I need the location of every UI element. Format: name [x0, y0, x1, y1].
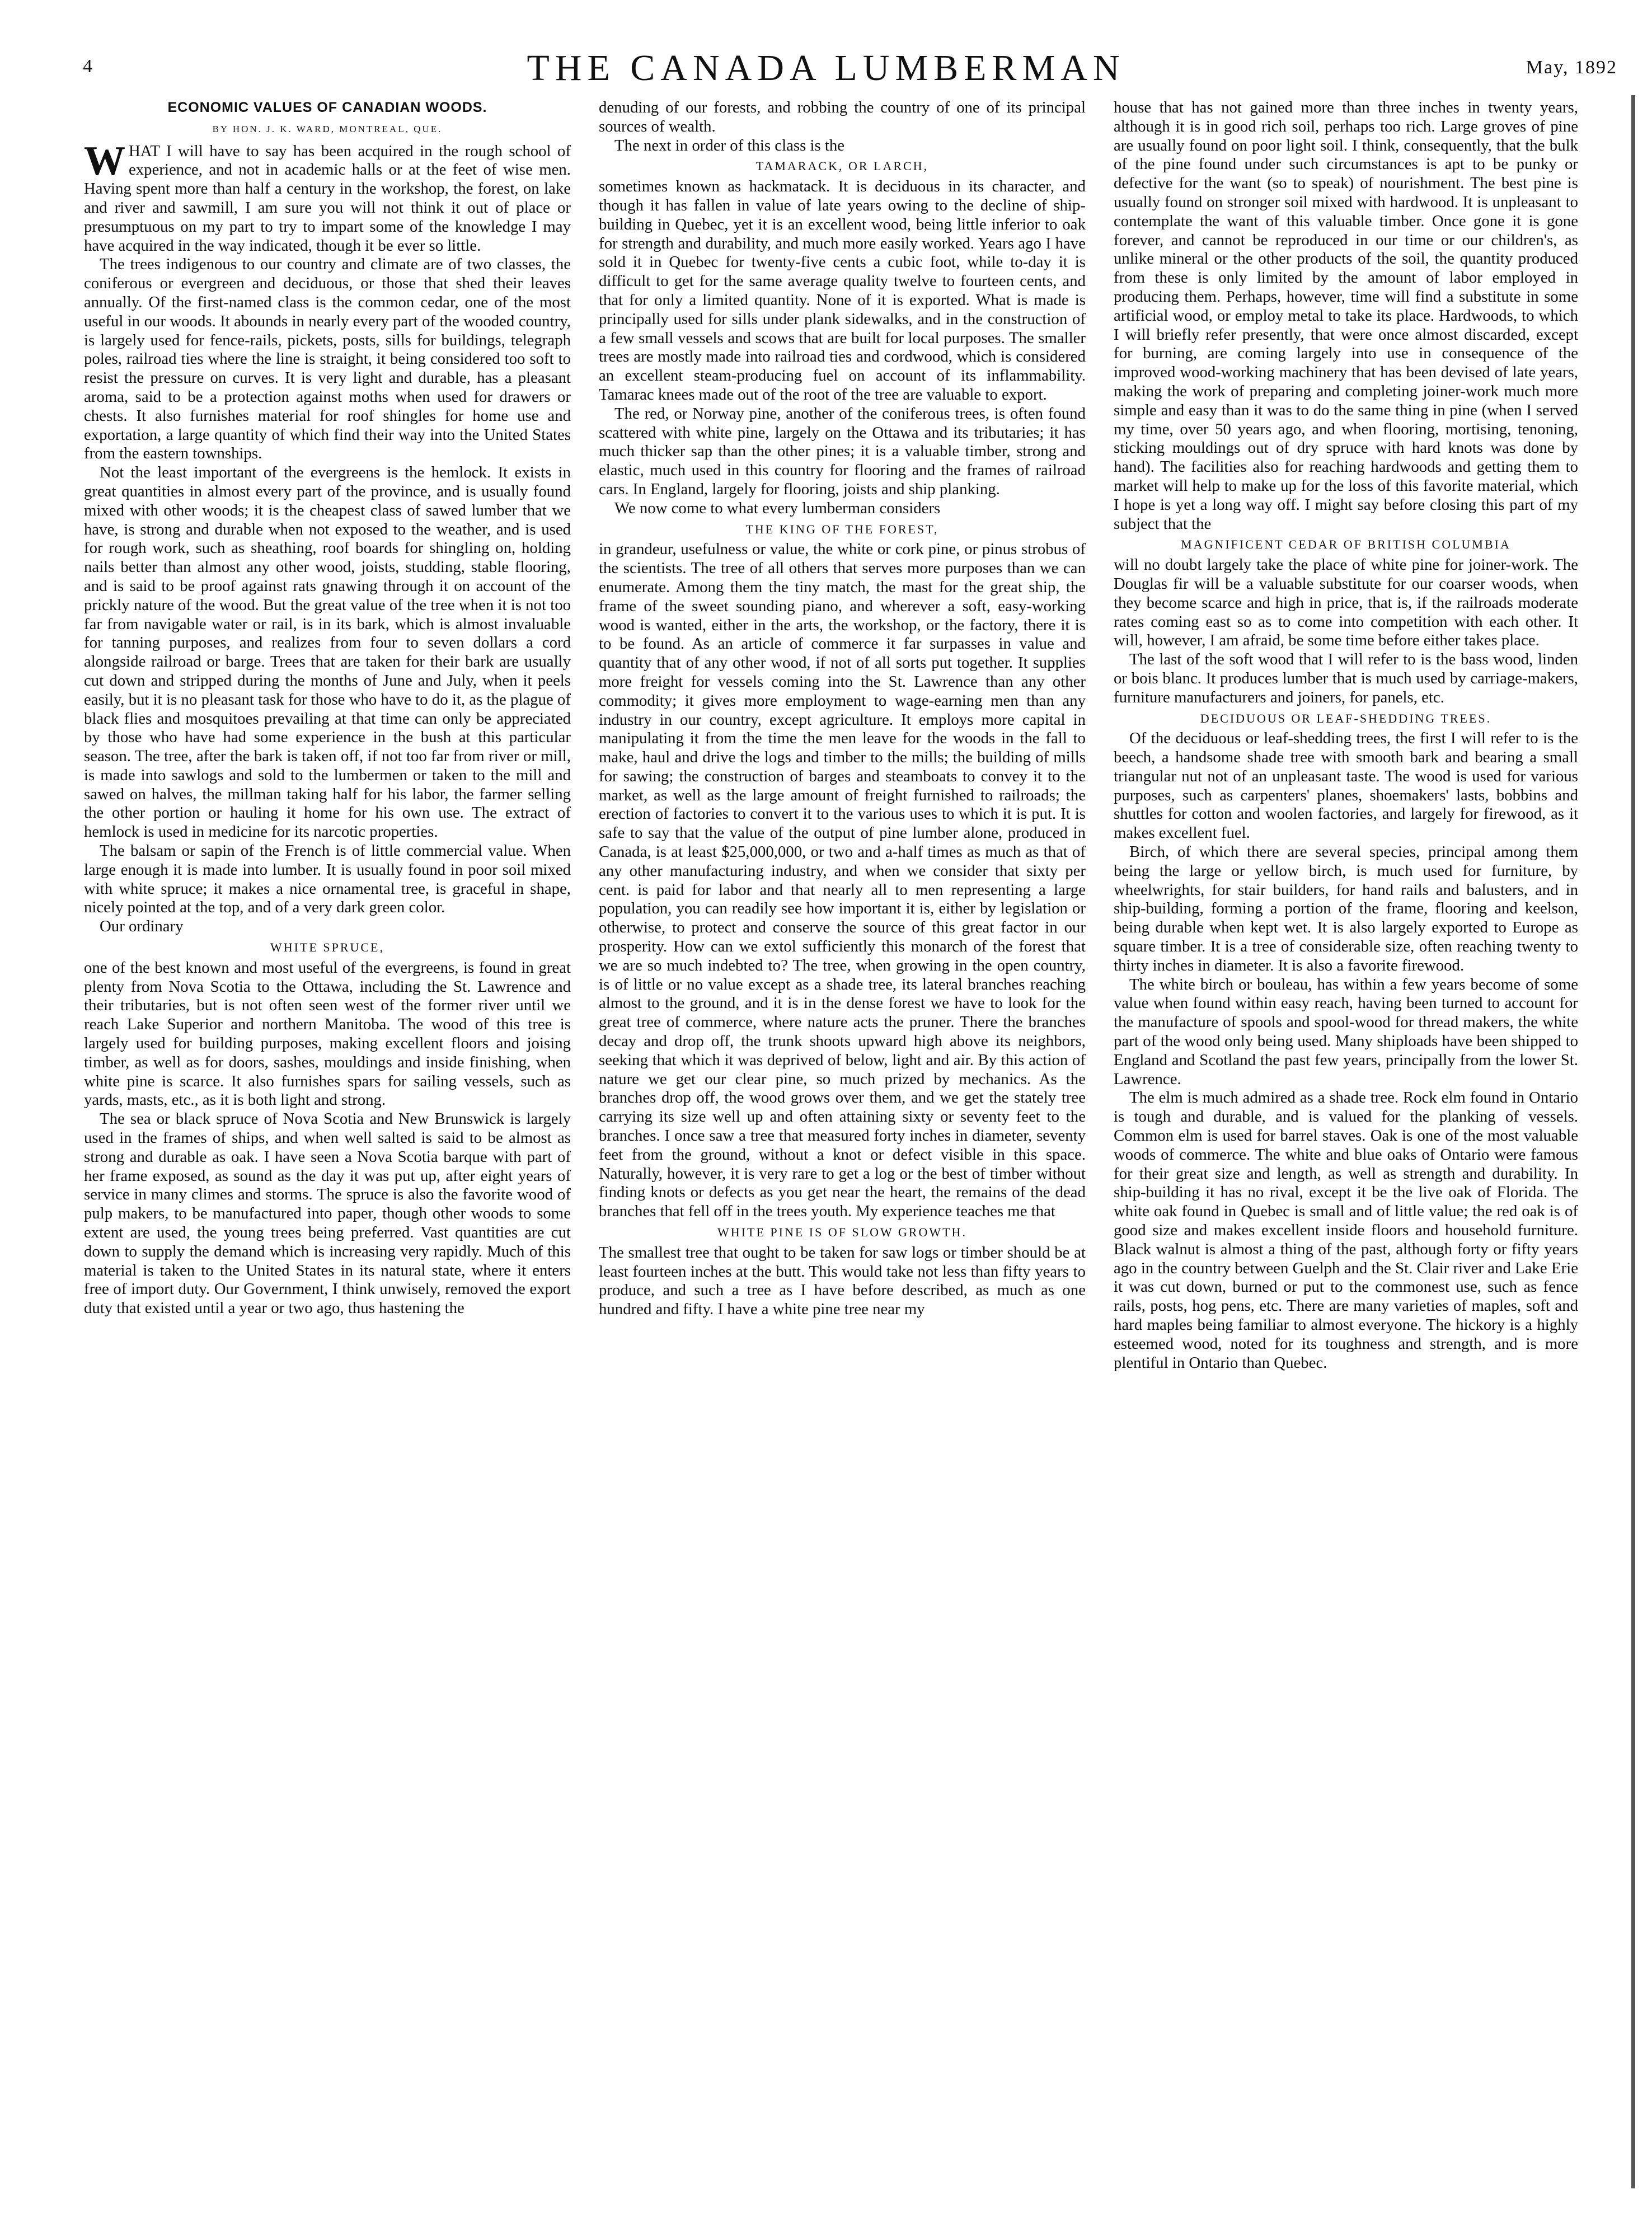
column-3: [1114, 99, 1578, 2192]
paragraph: sometimes known as hackmatack. It is deciduous in its character, and though it has fallen in value of late years owing to the decline of ship-building in Quebec, yet it is an excellent wood, being little inferior to oak for strength and durability, and much more easily worked. Years ago I have sold it in Quebec for twenty-five cents a cubic foot, while to-day it is difficult to get for the same average quality twelve to fourteen cents, and that for only a limited quantity. None of it is exported. What is made is principally used for sills under plank sidewalks, and in the construction of a few small vessels and scows that are built for local purposes. The smaller trees are mostly made into railroad ties and cordwood, which is considered an excellent steam-producing fuel on account of its inflammability. Tamarac knees made out of the root of the tree are valuable to export.: [599, 177, 1086, 404]
subheading: WHITE SPRUCE,: [270, 940, 384, 955]
article-byline: BY HON. J. K. WARD, MONTREAL, QUE.: [212, 123, 443, 134]
paragraph: The trees indigenous to our country and climate are of two classes, the coniferous or evergreen and deciduous, or those that shed their leaves annually. Of the first-named class is the common cedar, one of the most useful in our woods. It abounds in nearly every part of the wooded country, is largely used for fence-rails, pickets, posts, sills for buildings, telegraph poles, railroad ties where the line is straight, it being considered too soft to resist the pressure on curves. It is very light and durable, has a pleasant aroma, said to be a protection against moths when used for drawers or chests. It also furnishes material for roof shingles for home use and exportation, a large quantity of which find their way into the United States from the eastern townships.: [84, 255, 571, 463]
paragraph: [84, 138, 571, 256]
article-title: ECONOMIC VALUES OF CANADIAN WOODS.: [167, 100, 487, 115]
paragraph: The red, or Norway pine, another of the coniferous trees, is often found scattered with white pine, largely on the Ottawa and its tributaries; it has much thicker sap than the other pines; it is a valuable timber, strong and elastic, much used in this country for flooring and the frames of railroad cars. In England, largely for flooring, joists and ship planking.: [599, 404, 1086, 498]
paragraph: The last of the soft wood that I will refer to is the bass wood, linden or bois blanc. It produces lumber that is much used by carriage-makers, furniture manufacturers and joiners, for panels, etc.: [1114, 650, 1578, 706]
paragraph: Birch, of which there are several species, principal among them being the large or yellow birch, is much used for furniture, by wheelwrights, for stair builders, for hand rails and balusters, and in ship-building, forming a portion of the frame, flooring and keelson, being durable when kept wet. It is also largely exported to Europe as square timber. It is a tree of considerable size, often reaching twenty to thirty inches in diameter. It is also a favorite firewood.: [1114, 843, 1578, 974]
column-2: [599, 99, 1086, 2192]
subheading: DECIDUOUS OR LEAF-SHEDDING TREES.: [1200, 711, 1492, 725]
paragraph: Not the least important of the evergreens is the hemlock. It exists in great quantities in almost every part of the province, and is usually found mixed with other woods; it is the cheapest class of sawed lumber that we have, is strong and durable when not exposed to the weather, and is used for rough work, such as sheathing, roof boards for shingling on, holding nails better than almost any other wood, joists, studding, stable flooring, and is said to be proof against rats gnawing through it on account of the prickly nature of the wood. But the great value of the tree when it is not too far from navigable water or rail, is in its bark, which is almost invaluable for tanning purposes, and realizes from four to seven dollars a cord alongside railroad or barge. Trees that are taken for their bark are usually cut down and stripped during the months of June and July, when it peels easily, but it is no pleasant task for those who have to do it, as the plague of black flies and mosquitoes prevailing at that time can only be appreciated by those who have had some experience in the bush at this particular season. The tree, after the bark is taken off, if not too far from river or mill, is made into sawlogs and sold to the lumbermen or taken to the mill and sawed on halves, the millman taking half for his labor, the farmer selling the other portion or hauling it home for his own use. The extract of hemlock is used in medicine for its narcotic properties.: [84, 463, 571, 841]
paragraph: one of the best known and most useful of the evergreens, is found in great plenty from Nova Scotia to the Ottawa, including the St. Lawrence and their tributaries, but is not often seen west of the former river until we reach Lake Superior and northern Manitoba. The wood of this tree is largely used for building purposes, making excellent floors and joising timber, as well as for doors, sashes, mouldings and inside finishing, when white pine is scarce. It also furnishes spars for sailing vessels, such as yards, masts, etc., as it is both light and strong.: [84, 958, 571, 1109]
paragraph: The white birch or bouleau, has within a few years become of some value when found within easy reach, having been turned to account for the manufacture of spools and spool-wood for thread makers, the white part of the wood only being used. Many shiploads have been shipped to England and Scotland the past few years, principally from the lower St. Lawrence.: [1114, 975, 1578, 1088]
paragraph: Of the deciduous or leaf-shedding trees, the first I will refer to is the beech, a handsome shade tree with smooth bark and bearing a small triangular nut not of an unpleasant taste. The wood is used for various purposes, such as carpenters' planes, shoemakers' lasts, bobbins and shuttles for cotton and woolen factories, and largely for firewood, as it makes excellent fuel.: [1114, 729, 1578, 842]
paragraph: We now come to what every lumberman considers: [614, 499, 941, 517]
column-1: [84, 99, 571, 2192]
paragraph: denuding of our forests, and robbing the country of one of its principal sources of wealth.: [599, 99, 1086, 135]
paragraph-text: HAT I will have to say has been acquired in the rough school of experience, and not in academic halls or at the feet of wise men. Having spent more than half a century in the workshop, the forest, on lake and river and sawmill, I am sure you will not think it out of place or presumptuous on my part to try to impart some of the knowledge I may have acquired in the way indicated, though it be ever so little.: [84, 142, 571, 255]
paragraph: in grandeur, usefulness or value, the white or cork pine, or pinus strobus of the scientists. The tree of all others that serves more purposes than we can enumerate. Among them the tiny match, the mast for the great ship, the frame of the sweet sounding piano, and wherever a soft, easy-working wood is wanted, either in the arts, the workshop, or the factory, there it is to be found. As an article of commerce it far surpasses in value and quantity that of any other wood, if not of all sorts put together. It supplies more freight for vessels coming into the St. Lawrence than any other commodity; it gives more employment to wage-earning men than any industry in our country, except agriculture. It employs more capital in manipulating it from the time the men leave for the woods in the fall to make, haul and drive the logs and timber to the mills; the building of mills for sawing; the construction of barges and steamboats to convey it to the market, as well as the large amount of freight furnished to railroads; the erection of factories to convert it to the various uses to which it is put. It is safe to say that the value of the output of pine lumber alone, produced in Canada, is at least $25,000,000, or two and a-half times as much as that of any other manufacturing industry, and when we consider that sixty per cent. is paid for labor and that nearly all to men representing a large population, you can readily see how important it is, either by legislation or otherwise, to protect and conserve the source of this great factor in our prosperity. How can we extol sufficiently this monarch of the forest that we are so much indebted to? The tree, when growing in the open country, is of little or no value except as a shade tree, its lateral branches reaching almost to the ground, and it is in the dense forest we have to look for the great tree of commerce, where nature acts the pruner. There the branches decay and drop off, the trunk shoots upward high above its neighbors, seeking that which it was deprived of below, light and air. By this action of nature we get our clear pine, so much prized by mechanics. As the branches drop off, the wood grows over them, and we get the stately tree carrying its size well up and often attaining sixty or seventy feet to the branches. I once saw a tree that measured forty inches in diameter, seventy feet from the ground, without a knot or defect visible in this space. Naturally, however, it is very rare to get a log or the best of timber without finding knots or defects as you get near the heart, the remains of the dead branches that fell off in the trees youth. My experience teaches me that: [599, 540, 1086, 1221]
masthead-title: THE CANADA LUMBERMAN: [527, 48, 1125, 88]
subheading: TAMARACK, OR LARCH,: [755, 159, 929, 174]
paragraph: The balsam or sapin of the French is of little commercial value. When large enough it is made into lumber. It is usually found in poor soil mixed with white spruce; it makes a nice ornamental tree, is graceful in shape, nicely pointed at the top, and of a very dark green color.: [84, 842, 571, 917]
subheading: MAGNIFICENT CEDAR OF BRITISH COLUMBIA: [1181, 537, 1511, 552]
paragraph: The smallest tree that ought to be taken for saw logs or timber should be at least fourteen inches at the butt. This would take not less than fifty years to produce, and such a tree as I have before described, as much as one hundred and fifty. I have a white pine tree near my: [599, 1243, 1086, 1319]
subheading: THE KING OF THE FOREST,: [745, 522, 939, 536]
paragraph: house that has not gained more than three inches in twenty years, although it is in good rich soil, perhaps too rich. Large groves of pine are usually found on poor light soil. I think, consequently, that the bulk of the pine found under such circumstances is apt to be punky or defective for the want (so to speak) of nourishment. The best pine is usually found on stronger soil mixed with hardwood. It is unpleasant to contemplate the want of this valuable timber. Once gone it is gone forever, and cannot be reproduced in our time or our children's, as unlike mineral or the other products of the soil, the quantity produced from these is only limited by the amount of labor employed in producing them. Perhaps, however, time will find a substitute in some artificial wood, or employ metal to take its place. Hardwoods, to which I will briefly refer presently, that were once almost discarded, except for burning, are coming largely into use in consequence of the improved wood-working machinery that has been devised of late years, making the work of preparing and completing joiner-work much more simple and easy than it was to do the same thing in pine (when I served my time, over 50 years ago, and when flooring, mortising, tenoning, sticking mouldings out of dry spruce with hard knots was done by hand). The facilities also for reaching hardwoods and getting them to market will help to make up for the loss of this favorite material, which I hope is yet a long way off. I might say before closing this part of my subject that the: [1114, 99, 1578, 533]
paragraph: The next in order of this class is the: [614, 136, 845, 154]
issue-date: May, 1892: [1526, 57, 1617, 78]
paragraph: Our ordinary: [100, 917, 184, 936]
drop-cap: W: [84, 138, 125, 184]
paragraph: The elm is much admired as a shade tree. Rock elm found in Ontario is tough and durable, and is valued for the planking of vessels. Common elm is used for barrel staves. Oak is one of the most valuable woods of commerce. The white and blue oaks of Ontario were famous for their great size and length, as well as strength and durability. In ship-building it has no rival, except it be the live oak of Florida. The white oak found in Quebec is small and of little value; the red oak is of good size and makes excellent inside floors and household furniture. Black walnut is almost a thing of the past, although forty or fifty years ago in the country between Guelph and the St. Clair river and Lake Erie it was cut down, burned or put to the commonest use, such as fence rails, posts, hog pens, etc. There are many varieties of maples, soft and hard maples being familiar to almost everyone. The hickory is a highly esteemed wood, noted for its toughness and strength, and is more plentiful in Ontario than Quebec.: [1114, 1089, 1578, 1372]
paragraph: The sea or black spruce of Nova Scotia and New Brunswick is largely used in the frames of ships, and when well salted is said to be almost as strong and durable as oak. I have seen a Nova Scotia barque with part of her frame exposed, as sound as the day it was put up, after eight years of service in many climes and storms. The spruce is also the favorite wood of pulp makers, to be manufactured into paper, though other woods to some extent are used, the young trees being preferred. Vast quantities are cut down to supply the demand which is increasing very rapidly. Much of this material is taken to the United States in its natural state, where it enters free of import duty. Our Government, I think unwisely, removed the export duty that existed until a year or two ago, thus hastening the: [84, 1110, 571, 1318]
paragraph: will no doubt largely take the place of white pine for joiner-work. The Douglas fir will be a valuable substitute for our coarser woods, when they become scarce and high in price, that is, if the railroads moderate rates coming east so as to come into competition with each other. It will, however, I am afraid, be some time before either takes place.: [1114, 556, 1578, 650]
page-number: 4: [83, 56, 92, 77]
subheading: WHITE PINE IS OF SLOW GROWTH.: [717, 1225, 967, 1240]
page-edge-rule: [1631, 95, 1635, 2188]
